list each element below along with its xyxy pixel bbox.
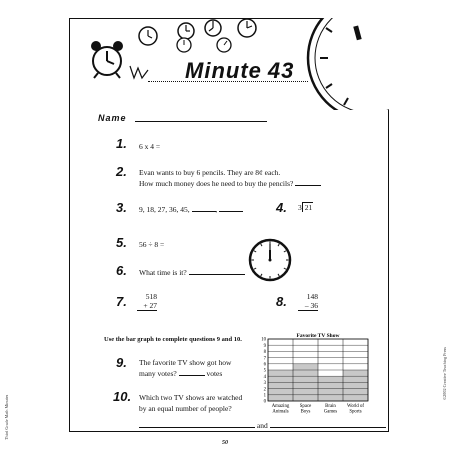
page-number: 50 [222, 440, 228, 446]
question-2-line2: How much money does he need to buy the pencils? [139, 178, 321, 189]
y-tick-label: 8 [263, 350, 266, 356]
addend-top: 518 [145, 292, 157, 301]
question-5-text: 56 ÷ 8 = [139, 240, 165, 249]
division-problem [298, 202, 313, 212]
answer-blank[interactable] [192, 204, 216, 212]
divisor: 3 [298, 203, 302, 212]
question-number: 7. [116, 294, 127, 309]
question-9-line1: The favorite TV show got how [139, 358, 232, 367]
chart-bar [268, 370, 293, 401]
y-tick-label: 5 [263, 368, 266, 374]
dividend: 21 [302, 202, 314, 212]
question-number: 2. [116, 164, 127, 179]
y-tick-label: 2 [263, 387, 266, 393]
answer-blank[interactable] [179, 368, 205, 376]
y-tick-label: 10 [261, 337, 266, 343]
question-3-text: 9, 18, 27, 36, 45, , [139, 204, 243, 215]
alarm-clock-icon [84, 36, 130, 82]
question-1-text: 6 x 4 = [139, 142, 161, 151]
question-10-answer-row: and [139, 420, 386, 431]
x-tick-label: Boys [300, 409, 311, 415]
y-tick-label: 3 [263, 381, 266, 387]
question-6-text: What time is it? [139, 267, 245, 278]
x-tick-label: Games [323, 409, 338, 415]
subtraction-problem [298, 292, 318, 311]
x-tick-label: Amazing [271, 404, 290, 409]
addend-bottom: + 27 [137, 301, 157, 311]
question-number: 3. [116, 200, 127, 215]
question-number: 8. [276, 294, 287, 309]
side-credit: ©2002 Creative Teaching Press [442, 347, 447, 400]
question-10-line1: Which two TV shows are watched [139, 393, 243, 402]
answer-blank[interactable] [139, 420, 255, 428]
y-tick-label: 0 [263, 399, 266, 405]
small-clock-icon [236, 17, 258, 39]
bar-chart [258, 331, 370, 423]
y-tick-label: 9 [263, 343, 266, 349]
question-2-line1: Evan wants to buy 6 pencils. They are 8¢ each. [139, 168, 281, 177]
question-number: 9. [116, 355, 127, 370]
side-credit-left: Third Grade Math Minutes [4, 394, 9, 440]
small-clock-icon [203, 18, 223, 38]
swoosh-lines [128, 64, 150, 80]
chart-title: Favorite TV Show [296, 333, 340, 339]
x-tick-label: Animals [272, 409, 289, 415]
answer-blank[interactable] [219, 204, 243, 212]
question-10-line2: by an equal number of people? [139, 404, 232, 413]
y-tick-label: 4 [263, 374, 266, 380]
question-number: 4. [276, 200, 287, 215]
small-clock-icon [137, 25, 159, 47]
y-tick-label: 6 [263, 362, 266, 368]
name-label: Name [98, 113, 127, 123]
graph-instruction: Use the bar graph to complete questions 9 and 10. [104, 336, 242, 343]
small-clock-icon [175, 36, 193, 54]
answer-blank[interactable] [189, 267, 245, 275]
x-tick-label: World of [346, 404, 365, 409]
analog-clock [247, 237, 293, 283]
x-tick-label: Sports [349, 409, 362, 415]
question-number: 10. [113, 389, 132, 404]
answer-blank[interactable] [295, 178, 321, 186]
title-underline [148, 81, 308, 82]
y-tick-label: 1 [263, 393, 266, 399]
name-field[interactable] [135, 121, 267, 122]
large-clock-icon [300, 18, 389, 110]
chart-bar [343, 370, 368, 401]
question-number: 6. [116, 263, 127, 278]
subtrahend: – 36 [298, 301, 318, 311]
addition-problem [137, 292, 157, 311]
x-tick-label: Space [299, 404, 312, 409]
y-tick-label: 7 [263, 356, 266, 362]
title-number: 43 [267, 58, 295, 83]
title-word: Minute [185, 58, 262, 83]
question-number: 1. [116, 136, 127, 151]
x-tick-label: Brain [325, 404, 336, 409]
small-clock-icon [215, 36, 233, 54]
minuend: 148 [306, 292, 318, 301]
question-9-line2: many votes? votes [139, 369, 223, 378]
question-number: 5. [116, 235, 127, 250]
